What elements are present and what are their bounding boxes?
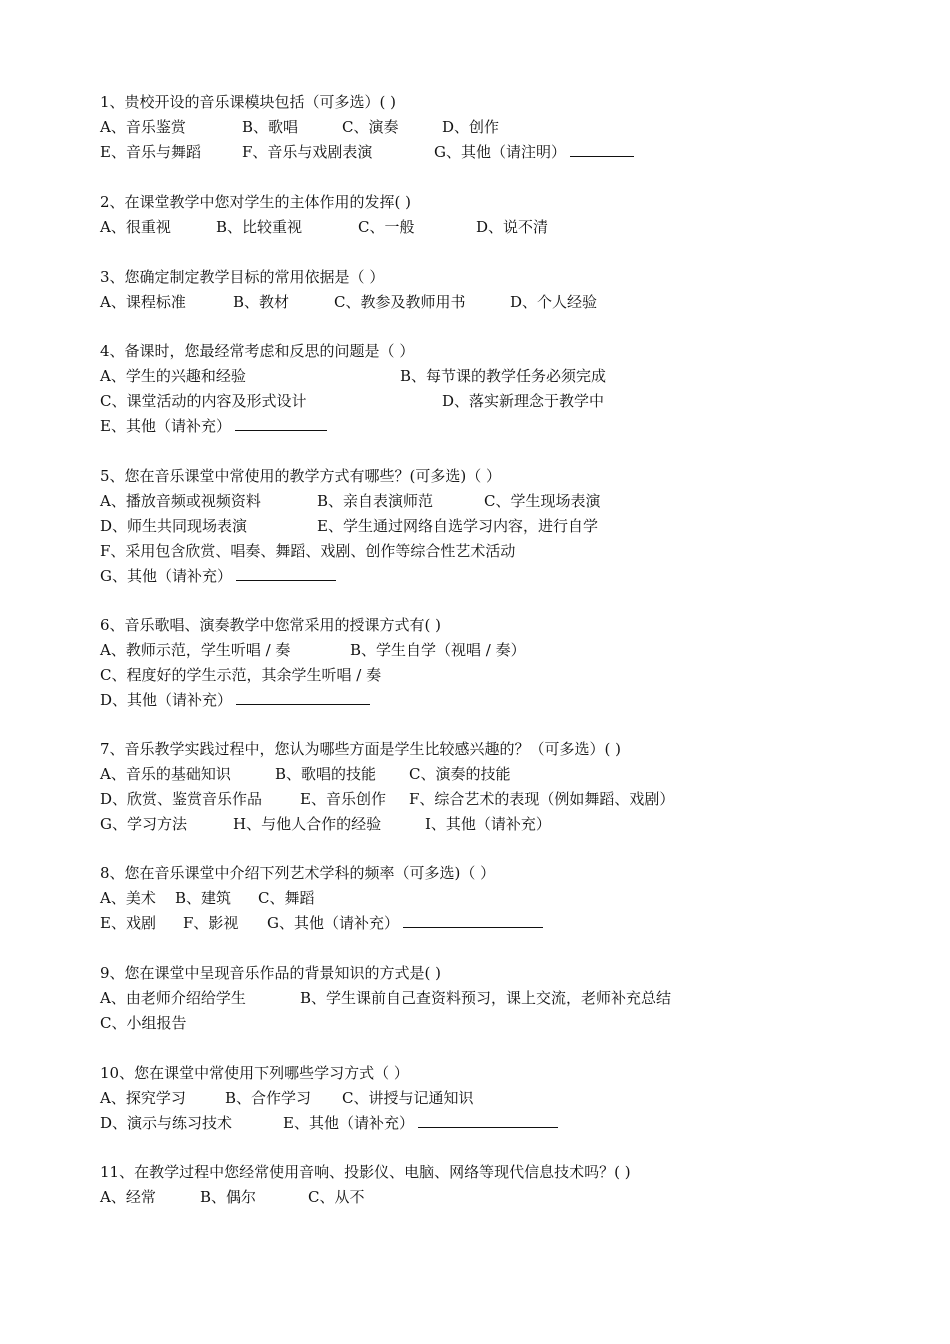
- option: E、音乐创作: [300, 790, 386, 808]
- option-with-blank: [100, 414, 327, 439]
- question-11: [100, 1160, 880, 1210]
- option: A、很重视: [100, 218, 171, 236]
- question-2: [100, 190, 880, 240]
- question-4: [100, 339, 880, 439]
- question-1: [100, 90, 880, 165]
- options-row: [100, 215, 880, 240]
- option: F、音乐与戏剧表演: [242, 143, 373, 161]
- question-stem: 8、您在音乐课堂中介绍下列艺术学科的频率（可多选)（ ）: [100, 864, 496, 882]
- option: B、比较重视: [216, 218, 303, 236]
- question-stem: 11、在教学过程中您经常使用音响、投影仪、电脑、网络等现代信息技术吗？( ): [100, 1163, 631, 1181]
- option: D、演示与练习技术: [100, 1114, 233, 1132]
- option: G、学习方法: [100, 815, 187, 833]
- option: B、建筑: [175, 889, 232, 907]
- option: B、教材: [233, 293, 290, 311]
- option: D、欣赏、鉴赏音乐作品: [100, 790, 263, 808]
- option: E、其他（请补充）: [283, 1114, 414, 1132]
- option: G、其他（请注明）: [434, 143, 566, 161]
- option: F、影视: [183, 914, 239, 932]
- option: C、讲授与记通知识: [342, 1089, 474, 1107]
- option: B、歌唱的技能: [275, 765, 377, 783]
- option: E、戏剧: [100, 914, 156, 932]
- option: F、采用包含欣赏、唱奏、舞蹈、戏剧、创作等综合性艺术活动: [100, 542, 516, 560]
- options-row: [100, 812, 880, 837]
- options-row: [100, 911, 880, 936]
- option-with-blank: [100, 688, 370, 713]
- option: I、其他（请补充）: [425, 815, 551, 833]
- options-row: [100, 290, 880, 315]
- option: B、学生课前自己查资料预习，课上交流，老师补充总结: [300, 989, 672, 1007]
- options-row: [100, 364, 880, 389]
- question-stem: 1、贵校开设的音乐课模块包括（可多选）( ): [100, 93, 397, 111]
- option: A、音乐鉴赏: [100, 118, 186, 136]
- option-with-blank: [283, 1111, 558, 1136]
- option-with-blank: [434, 140, 634, 165]
- option: B、亲自表演师范: [317, 492, 434, 510]
- option: C、舞蹈: [258, 889, 315, 907]
- option: A、经常: [100, 1188, 156, 1206]
- options-row: [100, 886, 880, 911]
- answer-blank[interactable]: [236, 688, 370, 705]
- question-5: [100, 464, 880, 589]
- question-stem: 9、您在课堂中呈现音乐作品的背景知识的方式是( ): [100, 964, 442, 982]
- answer-blank[interactable]: [418, 1111, 558, 1128]
- question-stem: 2、在课堂教学中您对学生的主体作用的发挥( ): [100, 193, 412, 211]
- option: B、歌唱: [242, 118, 299, 136]
- options-row: [100, 514, 880, 539]
- option: F、综合艺术的表现（例如舞蹈、戏剧）: [409, 790, 675, 808]
- option: B、学生自学（视唱 / 奏）: [350, 641, 526, 659]
- question-stem: 6、音乐歌唱、演奏教学中您常采用的授课方式有( ): [100, 616, 442, 634]
- option: E、其他（请补充）: [100, 417, 231, 435]
- option: A、学生的兴趣和经验: [100, 367, 246, 385]
- option: C、演奏的技能: [409, 765, 511, 783]
- option: E、学生通过网络自选学习内容，进行自学: [317, 517, 598, 535]
- option: A、由老师介绍给学生: [100, 989, 246, 1007]
- options-row: [100, 389, 880, 414]
- option: D、说不清: [476, 218, 549, 236]
- options-row: [100, 663, 880, 688]
- option-with-blank: [100, 564, 336, 589]
- question-10: [100, 1061, 880, 1136]
- options-row: [100, 564, 880, 589]
- option: D、创作: [442, 118, 500, 136]
- options-row: [100, 688, 880, 713]
- option: B、偶尔: [200, 1188, 257, 1206]
- options-row: [100, 115, 880, 140]
- option: A、教师示范，学生听唱 / 奏: [100, 641, 291, 659]
- option: A、音乐的基础知识: [100, 765, 231, 783]
- question-3: [100, 265, 880, 315]
- option: H、与他人合作的经验: [233, 815, 382, 833]
- options-row: [100, 1011, 880, 1036]
- options-row: [100, 414, 880, 439]
- options-row: [100, 1086, 880, 1111]
- question-stem: 4、备课时，您最经常考虑和反思的问题是（ ）: [100, 342, 415, 360]
- options-row: [100, 140, 880, 165]
- option-with-blank: [267, 911, 543, 936]
- option: E、音乐与舞蹈: [100, 143, 201, 161]
- answer-blank[interactable]: [570, 140, 634, 157]
- option: G、其他（请补充）: [267, 914, 399, 932]
- question-6: [100, 613, 880, 713]
- options-row: [100, 1185, 880, 1210]
- option: B、每节课的教学任务必须完成: [400, 367, 607, 385]
- question-7: [100, 737, 880, 837]
- options-row: [100, 1111, 880, 1136]
- options-row: [100, 539, 880, 564]
- option: D、师生共同现场表演: [100, 517, 248, 535]
- option: C、课堂活动的内容及形式设计: [100, 392, 307, 410]
- option: C、小组报告: [100, 1014, 187, 1032]
- question-stem: 5、您在音乐课堂中常使用的教学方式有哪些？(可多选)（ ）: [100, 467, 502, 485]
- option: A、探究学习: [100, 1089, 186, 1107]
- question-stem: 3、您确定制定教学目标的常用依据是（ ）: [100, 268, 385, 286]
- question-stem: 10、您在课堂中常使用下列哪些学习方式（ ）: [100, 1064, 409, 1082]
- option: C、教参及教师用书: [334, 293, 466, 311]
- option: A、课程标准: [100, 293, 186, 311]
- option: C、一般: [358, 218, 415, 236]
- answer-blank[interactable]: [236, 564, 336, 581]
- question-8: [100, 861, 880, 936]
- option: A、播放音频或视频资料: [100, 492, 261, 510]
- option: C、学生现场表演: [484, 492, 601, 510]
- option: B、合作学习: [225, 1089, 312, 1107]
- option: C、演奏: [342, 118, 399, 136]
- question-9: [100, 961, 880, 1036]
- option: G、其他（请补充）: [100, 567, 232, 585]
- option: A、美术: [100, 889, 156, 907]
- option: C、程度好的学生示范，其余学生听唱 / 奏: [100, 666, 382, 684]
- options-row: [100, 489, 880, 514]
- options-row: [100, 638, 880, 663]
- option: D、其他（请补充）: [100, 691, 233, 709]
- options-row: [100, 787, 880, 812]
- option: D、个人经验: [510, 293, 598, 311]
- answer-blank[interactable]: [235, 414, 327, 431]
- answer-blank[interactable]: [403, 911, 543, 928]
- option: C、从不: [308, 1188, 365, 1206]
- question-stem: 7、音乐教学实践过程中，您认为哪些方面是学生比较感兴趣的？（可多选）( ): [100, 740, 622, 758]
- option: D、落实新理念于教学中: [442, 392, 605, 410]
- options-row: [100, 762, 880, 787]
- options-row: [100, 986, 880, 1011]
